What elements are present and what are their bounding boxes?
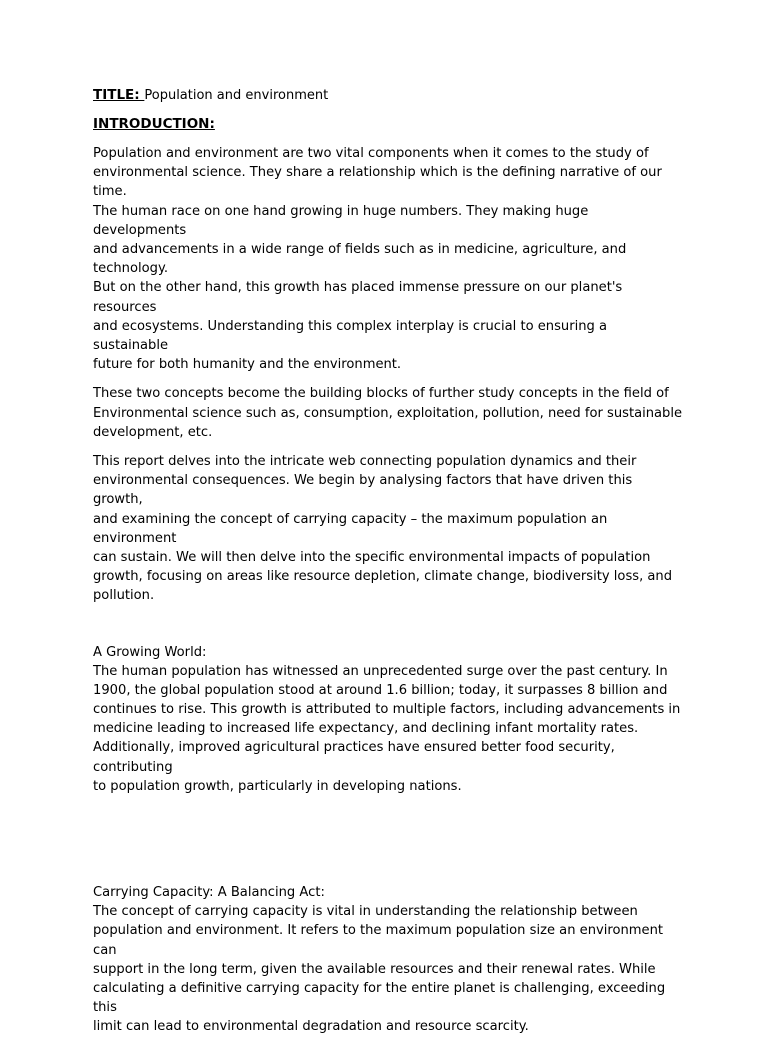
intro-paragraph-2: These two concepts become the building blocks of further study concepts in the field of Environmental science such as, consumption, exploitation, pollution, need for sustainable development, etc.	[93, 386, 683, 440]
title-text: Population and environment	[144, 88, 329, 103]
growing-world-heading: A Growing World:	[93, 644, 207, 660]
title-label: TITLE:	[93, 87, 145, 103]
carrying-capacity-heading: Carrying Capacity: A Balancing Act:	[93, 885, 325, 901]
growing-world-paragraph: The human population has witnessed an unprecedented surge over the past century. In 1900, the global population stood at around 1.6 billion; today, it surpasses 8 billion and continues to rise. This growth is attributed to multiple factors, including advancements in medicine leading to increased life expectancy, and declining infant mortality rates. Additionally, improved agricultural practices have ensured better food security, contributing to population growth, particularly in developing nations.	[93, 663, 681, 794]
intro-paragraph-3: This report delves into the intricate web connecting population dynamics and their environmental consequences. We begin by analysing factors that have driven this growth, and examining the concept of carrying capacity – the maximum population an environment can sustain. We will then delve into the specific environmental impacts of population growth, focusing on areas like resource depletion, climate change, biodiversity loss, and pollution.	[93, 454, 673, 604]
introduction-heading: INTRODUCTION:	[93, 116, 215, 132]
document-title	[93, 86, 683, 105]
document-page	[93, 86, 683, 1047]
intro-paragraph-1: Population and environment are two vital components when it comes to the study of environmental science. They share a relationship which is the defining narrative of our time. The human race on one hand growing in huge numbers. They making huge developments and advancements in a wide range of fields such as in medicine, agriculture, and technology. But on the other hand, this growth has placed immense pressure on our planet's resources and ecosystems. Understanding this complex interplay is crucial to ensuring a sustainable future for both humanity and the environment.	[93, 146, 662, 373]
carrying-capacity-paragraph: The concept of carrying capacity is vital in understanding the relationship between population and environment. It refers to the maximum population size an environment can support in the long term, given the available resources and their renewal rates. While calculating a definitive carrying capacity for the entire planet is challenging, exceeding this limit can lead to environmental degradation and resource scarcity.	[93, 904, 666, 1035]
